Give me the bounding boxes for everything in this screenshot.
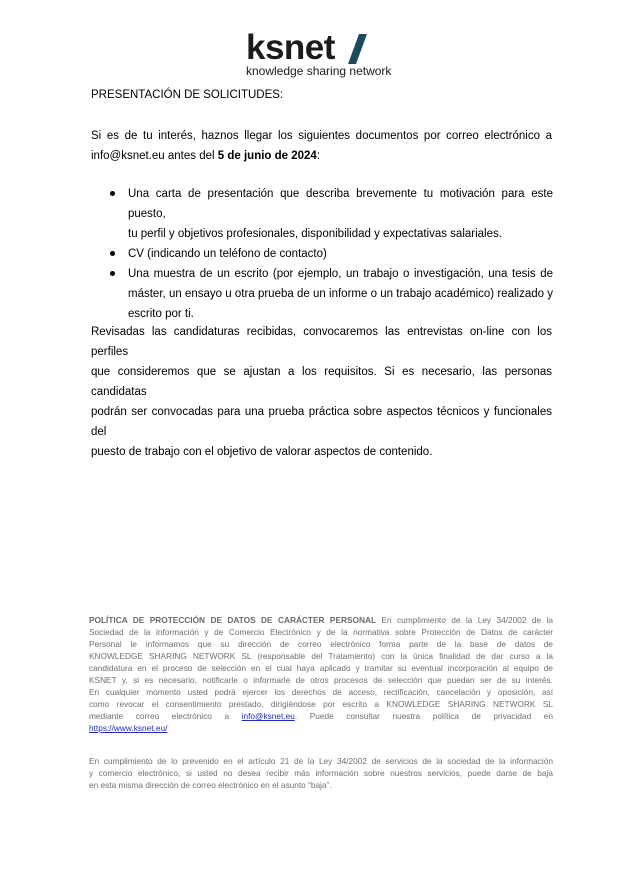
section-heading: PRESENTACIÓN DE SOLICITUDES: [91,89,284,101]
bullet-icon [110,251,115,256]
unsubscribe-line: En cumplimiento de lo prevenido en el artículo 21 de la Ley 34/2002 de servicios de la sociedad de la información [89,756,553,766]
list-item-line: Una carta de presentación que describa brevemente tu motivación para este puesto, [128,188,553,220]
privacy-line [89,614,553,626]
logo-wordmark: ksnet [246,28,335,67]
privacy-text: mediante correo electrónico a [89,711,242,721]
list-item-line: CV (indicando un teléfono de contacto) [128,248,327,260]
bullet-icon [110,271,115,276]
intro-line [91,146,552,166]
ksnet-logo [246,30,406,80]
list-item-line: tu perfil y objetivos profesionales, disponibilidad y expectativas salariales. [128,228,502,240]
privacy-line: En cualquier momento usted podrá ejercer los derechos de acceso, rectificación, cancelación y oposición, así [89,687,553,697]
email-link[interactable]: info@ksnet.eu [241,711,295,721]
privacy-title: POLÍTICA DE PROTECCIÓN DE DATOS DE CARÁCTER PERSONAL [89,615,377,625]
unsubscribe-notice [89,755,553,791]
list-item-line: escrito por ti. [128,308,194,320]
unsubscribe-line: y comercio electrónico, si usted no desea recibir más información sobre nuestros servicios, puede darse de baja [89,768,553,778]
list-item-line: Una muestra de un escrito (por ejemplo, un trabajo o investigación, una tesis de [128,268,553,280]
logo-slash-icon [347,34,369,64]
process-line: Revisadas las candidaturas recibidas, convocaremos las entrevistas on-line con los perfiles [91,326,552,358]
process-line: puesto de trabajo con el objetivo de valorar aspectos de contenido. [91,446,433,458]
process-line: podrán ser convocadas para una prueba práctica sobre aspectos técnicos y funcionales del [91,406,552,438]
list-item [110,244,553,264]
intro-colon: : [316,150,321,162]
unsubscribe-line: en esta misma dirección de correo electrónico en el asunto “baja”. [89,780,332,790]
privacy-line [89,722,553,734]
privacy-text: . Puede consultar nuestra política de privacidad en [294,711,553,721]
privacy-line: KSNET y, si es necesario, notificarle o informarle de otros procesos de selección que puedan ser de su interés. [89,675,553,685]
process-line: que consideremos que se ajustan a los requisitos. Si es necesario, las personas candidatas [91,366,552,398]
logo-tagline: knowledge sharing network [246,64,392,78]
privacy-line: candidatura en el proceso de selección en el cual haya aplicado y tramitar su eventual incorporación al equipo de [89,663,553,673]
privacy-text: En cumplimiento de la Ley 34/2002 de la [376,615,553,625]
privacy-line: como revocar el consentimiento prestado, dirigiéndose por escrito a KNOWLEDGE SHARING NETWORK SL [89,699,553,709]
requirements-list [110,184,553,324]
process-paragraph [91,322,552,462]
bullet-icon [110,191,115,196]
intro-paragraph [91,126,552,166]
list-item [110,264,553,324]
privacy-line: KNOWLEDGE SHARING NETWORK SL (responsable del Tratamiento) con la única finalidad de dar curso a la [89,651,553,661]
list-item-line: máster, un ensayo u otra prueba de un informe o un trabajo académico) realizado y [128,288,553,300]
intro-line: Si es de tu interés, haznos llegar los siguientes documentos por correo electrónico a [91,130,552,142]
privacy-line: Personal le informamos que su dirección de correo electrónico forma parte de la base de datos de [89,639,553,649]
privacy-line [89,710,553,722]
deadline-date: 5 de junio de 2024 [217,150,317,162]
website-link[interactable]: https://www.ksnet.eu/ [89,723,168,733]
privacy-line: Sociedad de la información y de Comercio Electrónico y de la normativa sobre Protección de Datos de carácter [89,627,553,637]
list-item [110,184,553,244]
privacy-notice [89,614,553,734]
intro-email-text: info@ksnet.eu antes del [91,150,218,162]
